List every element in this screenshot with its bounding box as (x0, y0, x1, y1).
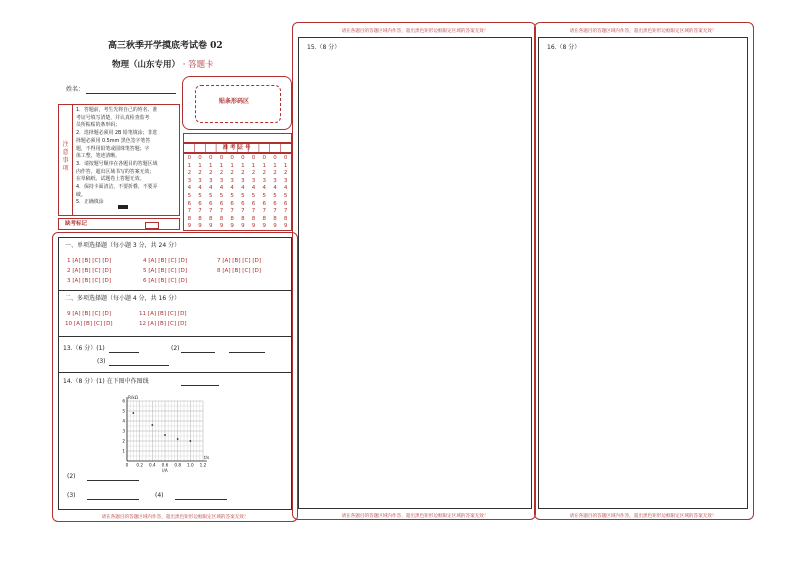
exam-id-digit[interactable]: 7 (219, 208, 224, 215)
q1-options[interactable]: 1 [A] [B] [C] [D] (67, 258, 112, 264)
col2-outer-frame (292, 22, 536, 520)
exam-id-digit[interactable]: 8 (198, 215, 202, 222)
q14-part4-label: (4) (155, 492, 164, 499)
exam-id-digit[interactable]: 9 (219, 223, 224, 230)
exam-id-digit[interactable]: 1 (198, 162, 202, 169)
exam-id-digit[interactable]: 9 (208, 223, 213, 230)
col1-outer-frame (52, 232, 298, 522)
exam-id-digit-grid[interactable] (183, 153, 292, 231)
exam-id-digit[interactable]: 0 (219, 155, 224, 161)
exam-id-digit[interactable]: 9 (251, 223, 256, 230)
warning-col2-bottom: 请在各题目的答题区域内作答，超出黑色矩形边框限定区域的答案无效！ (341, 514, 489, 519)
exam-id-digit[interactable]: 2 (241, 170, 245, 177)
exam-id-digit-columns (184, 155, 293, 231)
notice-line: 体工整、笔迹清晰。 (76, 153, 121, 160)
exam-id-digit[interactable]: 7 (273, 208, 277, 215)
exam-id-digit[interactable]: 0 (273, 155, 277, 161)
exam-id-digit[interactable]: 0 (187, 155, 192, 161)
exam-id-digit[interactable]: 6 (230, 200, 234, 207)
exam-id-digit[interactable]: 5 (251, 192, 256, 199)
notice-line: 3．请按题号顺序在各题目的答题区域 (76, 160, 158, 167)
barcode-area-frame (182, 76, 292, 130)
exam-id-digit[interactable]: 7 (230, 208, 234, 215)
exam-id-digit[interactable]: 0 (251, 155, 256, 161)
q9-options[interactable]: 9 [A] [B] [C] [D] (67, 311, 112, 317)
exam-id-digit[interactable]: 7 (187, 208, 192, 215)
exam-id-digit[interactable]: 2 (230, 170, 234, 177)
exam-id-digit[interactable]: 2 (208, 170, 213, 177)
exam-id-digit[interactable]: 8 (208, 215, 213, 222)
exam-id-digit[interactable]: 9 (283, 223, 288, 230)
exam-id-digit[interactable]: 1 (219, 162, 224, 169)
chart-x-tick-label: 0.4 (148, 462, 156, 468)
exam-id-digit[interactable]: 0 (230, 155, 234, 161)
exam-id-digit[interactable]: 4 (230, 185, 234, 192)
exam-id-digit[interactable]: 5 (262, 192, 266, 199)
exam-id-digit[interactable]: 1 (241, 162, 245, 169)
exam-id-digit[interactable]: 6 (198, 200, 202, 207)
notice-lines (76, 107, 180, 207)
exam-id-digit[interactable]: 7 (208, 208, 213, 215)
exam-id-digit[interactable]: 1 (273, 162, 277, 169)
exam-id-digit[interactable]: 0 (262, 155, 266, 161)
exam-id-digit[interactable]: 1 (208, 162, 213, 169)
name-label: 姓名： (66, 86, 85, 93)
exam-id-digit[interactable]: 3 (262, 177, 266, 184)
q4-options[interactable]: 4 [A] [B] [C] [D] (143, 258, 188, 264)
exam-id-digit[interactable]: 8 (241, 215, 245, 222)
exam-id-digit[interactable]: 4 (283, 185, 288, 192)
exam-id-digit[interactable]: 7 (262, 208, 266, 215)
chart-x-unit-label: I/A (162, 468, 168, 473)
exam-id-digit-column[interactable] (280, 155, 291, 231)
exam-id-digit[interactable]: 5 (241, 192, 245, 199)
exam-title: 高三秋季开学摸底考试卷 02 (108, 41, 223, 51)
notice-line: 题，不得用铅笔或圆珠笔答题；字 (76, 145, 150, 152)
exam-id-digit[interactable]: 8 (251, 215, 256, 222)
barcode-label: 贴条形码区 (219, 98, 250, 105)
exam-id-write-row[interactable] (183, 143, 292, 153)
exam-id-digit[interactable]: 3 (283, 177, 288, 184)
absent-row (58, 218, 180, 230)
exam-id-digit[interactable]: 3 (208, 177, 213, 184)
exam-id-digit[interactable]: 1 (187, 162, 192, 169)
subject-line (112, 58, 214, 70)
exam-id-digit[interactable]: 1 (251, 162, 256, 169)
exam-id-digit[interactable]: 6 (208, 200, 213, 207)
exam-id-digit[interactable]: 2 (187, 170, 192, 177)
exam-id-digit[interactable]: 8 (283, 215, 288, 222)
q13-part2-label: (2) (171, 345, 180, 352)
exam-id-digit[interactable]: 6 (219, 200, 224, 207)
exam-id-digit[interactable]: 7 (241, 208, 245, 215)
exam-id-digit[interactable]: 3 (273, 177, 277, 184)
q11-options[interactable]: 11 [A] [B] [C] [D] (139, 311, 187, 317)
subject-dot: · (182, 60, 186, 70)
exam-id-digit[interactable]: 2 (273, 170, 277, 177)
notice-line: 考证号填写清楚，并认真检查监考 (76, 114, 150, 121)
exam-id-digit-column[interactable] (216, 155, 227, 231)
exam-id-digit[interactable]: 6 (262, 200, 266, 207)
exam-id-digit[interactable]: 0 (208, 155, 213, 161)
exam-id-digit[interactable]: 5 (230, 192, 234, 199)
chart-x-tick-label: 0.6 (161, 462, 169, 468)
warning-col3-top: 请在各题目的答题区域内作答，超出黑色矩形边框限定区域的答案无效！ (569, 29, 717, 34)
exam-id-digit[interactable]: 9 (198, 223, 202, 230)
notice-line: 内作答，超出区域书写的答案无效； (76, 168, 155, 175)
name-field[interactable] (86, 93, 176, 94)
q14-part2-label: (2) (67, 473, 76, 480)
exam-id-digit[interactable]: 4 (241, 185, 245, 192)
chart-y-tick-label: 5 (122, 408, 125, 414)
exam-id-digit[interactable]: 9 (241, 223, 245, 230)
q6-options[interactable]: 6 [A] [B] [C] [D] (143, 278, 188, 284)
notice-line: 员所粘贴的条形码； (76, 122, 121, 129)
exam-id-digit[interactable]: 8 (187, 215, 192, 222)
exam-id-digit[interactable]: 6 (283, 200, 288, 207)
exam-id-digit[interactable]: 6 (187, 200, 192, 207)
exam-id-digit-column[interactable] (184, 155, 195, 231)
exam-id-digit[interactable]: 0 (241, 155, 245, 161)
exam-id-digit[interactable]: 6 (241, 200, 245, 207)
exam-id-digit[interactable]: 3 (251, 177, 256, 184)
section2-title: 二、多项选择题（每小题 4 分，共 16 分） (65, 295, 181, 302)
exam-id-digit[interactable]: 4 (262, 185, 266, 192)
subject-name: 物理（山东专用） (112, 60, 181, 70)
chart-y-label: R/kΩ (128, 395, 138, 400)
exam-id-digit[interactable]: 3 (187, 177, 192, 184)
notice-line: 1．答题前，考生先将自己的姓名、准 (76, 107, 158, 113)
exam-id-digit[interactable]: 9 (262, 223, 266, 230)
exam-id-digit[interactable]: 4 (187, 185, 192, 192)
notice-line: 2．选择题必须用 2B 铅笔填涂；非选 (76, 130, 158, 137)
exam-id-header (183, 133, 292, 151)
exam-id-digit[interactable]: 4 (251, 185, 256, 192)
exam-id-digit-column[interactable] (270, 155, 281, 231)
chart-x-tick-label: 0.8 (174, 462, 182, 468)
exam-id-digit[interactable]: 4 (208, 185, 213, 192)
exam-id-digit[interactable]: 9 (230, 223, 234, 230)
exam-id-digit[interactable]: 3 (198, 177, 202, 184)
chart-y-tick-label: 3 (122, 428, 125, 434)
filled-example-mark (118, 205, 128, 209)
notice-line: 5．正确填涂 (76, 199, 104, 206)
chart-y-tick-label: 4 (122, 418, 125, 424)
chart-x-tick-label: 0.2 (136, 462, 144, 468)
notice-side-text: 注意事项 (62, 141, 69, 172)
exam-id-digit[interactable]: 1 (230, 162, 234, 169)
exam-id-digit[interactable]: 8 (230, 215, 234, 222)
chart-y-tick-label: 6 (122, 398, 125, 404)
exam-id-digit[interactable]: 2 (219, 170, 224, 177)
notice-line: 择题必须用 0.5mm 黑色签字笔答 (76, 137, 151, 144)
exam-id-digit[interactable]: 3 (230, 177, 234, 184)
absent-checkbox[interactable] (145, 222, 159, 229)
exam-id-digit[interactable]: 0 (198, 155, 202, 161)
exam-id-digit[interactable]: 4 (219, 185, 224, 192)
warning-col3-bottom: 请在各题目的答题区域内作答，超出黑色矩形边框限定区域的答案无效！ (569, 514, 717, 519)
warning-col1: 请在各题目的答题区域内作答，超出黑色矩形边框限定区域的答案无效！ (101, 515, 249, 520)
q3-options[interactable]: 3 [A] [B] [C] [D] (67, 278, 112, 284)
exam-id-digit[interactable]: 6 (273, 200, 277, 207)
section1-title: 一、单项选择题（每小题 3 分，共 24 分） (65, 242, 181, 249)
exam-id-digit[interactable]: 0 (283, 155, 288, 161)
q16-label: 16.（8 分） (547, 44, 581, 51)
exam-id-digit[interactable]: 5 (187, 192, 192, 199)
exam-id-digit[interactable]: 7 (251, 208, 256, 215)
chart-y-tick-label: 2 (122, 438, 125, 444)
q13-part3-label: (3) (97, 358, 106, 365)
exam-id-digit-column[interactable] (238, 155, 249, 231)
exam-id-digit[interactable]: 6 (251, 200, 256, 207)
exam-id-digit[interactable]: 5 (198, 192, 202, 199)
exam-id-digit-column[interactable] (259, 155, 270, 231)
exam-id-digit[interactable]: 5 (219, 192, 224, 199)
q10-options[interactable]: 10 [A] [B] [C] [D] (65, 321, 113, 327)
exam-id-digit-column[interactable] (227, 155, 238, 231)
warning-col2-top: 请在各题目的答题区域内作答，超出黑色矩形边框限定区域的答案无效！ (341, 29, 489, 34)
answer-card-label: 答题卡 (188, 60, 214, 70)
q14-label: 14.（8 分）(1) 在下图中作图线 (63, 378, 149, 385)
exam-id-digit[interactable]: 4 (198, 185, 202, 192)
q5-options[interactable]: 5 [A] [B] [C] [D] (143, 268, 188, 274)
notice-box (58, 104, 180, 216)
absent-label: 缺考标记 (65, 221, 88, 227)
exam-id-digit-column[interactable] (195, 155, 206, 231)
notice-line: 破。 (76, 191, 86, 198)
q13-label: 13.（6 分）(1) (63, 345, 105, 352)
notice-line: 4．保持卡面清洁，不要折叠、不要弄 (76, 184, 158, 191)
q14-part3-label: (3) (67, 492, 76, 499)
exam-id-digit[interactable]: 5 (273, 192, 277, 199)
exam-id-digit[interactable]: 2 (251, 170, 256, 177)
exam-id-digit[interactable]: 1 (262, 162, 266, 169)
exam-id-digit[interactable]: 3 (219, 177, 224, 184)
col3-outer-frame (534, 22, 754, 520)
exam-id-digit[interactable]: 8 (273, 215, 277, 222)
exam-id-digit[interactable]: 9 (187, 223, 192, 230)
exam-id-digit[interactable]: 3 (241, 177, 245, 184)
chart-x-tick-label: 1.2 (199, 462, 207, 468)
notice-line: 在草稿纸、试题卷上答题无效。 (76, 176, 145, 183)
chart-y-tick-label: 1 (122, 448, 125, 454)
chart-x-tick-label: 0 (125, 462, 129, 468)
exam-id-digit[interactable]: 8 (262, 215, 266, 222)
chart-x-label: t/s (204, 455, 210, 460)
exam-id-digit[interactable]: 5 (208, 192, 213, 199)
exam-id-digit[interactable]: 9 (273, 223, 277, 230)
q12-options[interactable]: 12 [A] [B] [C] [D] (139, 321, 187, 327)
exam-id-digit[interactable]: 1 (283, 162, 288, 169)
exam-id-label: 准考证号 (222, 145, 253, 151)
exam-id-digit[interactable]: 7 (198, 208, 202, 215)
exam-id-digit[interactable]: 2 (283, 170, 288, 177)
notice-side-label (59, 105, 73, 215)
q8-options[interactable]: 8 [A] [B] [C] [D] (217, 268, 262, 274)
exam-id-digit[interactable]: 7 (283, 208, 288, 215)
exam-id-digit[interactable]: 2 (262, 170, 266, 177)
exam-id-digit-column[interactable] (248, 155, 259, 231)
exam-id-digit[interactable]: 5 (283, 192, 288, 199)
chart-x-tick-label: 1.0 (186, 462, 194, 468)
q7-options[interactable]: 7 [A] [B] [C] [D] (217, 258, 262, 264)
q15-label: 15.（8 分） (307, 44, 341, 51)
q2-options[interactable]: 2 [A] [B] [C] [D] (67, 268, 112, 274)
exam-id-digit[interactable]: 8 (219, 215, 224, 222)
exam-id-digit[interactable]: 2 (198, 170, 202, 177)
exam-id-digit-column[interactable] (205, 155, 216, 231)
exam-id-digit[interactable]: 4 (273, 185, 277, 192)
